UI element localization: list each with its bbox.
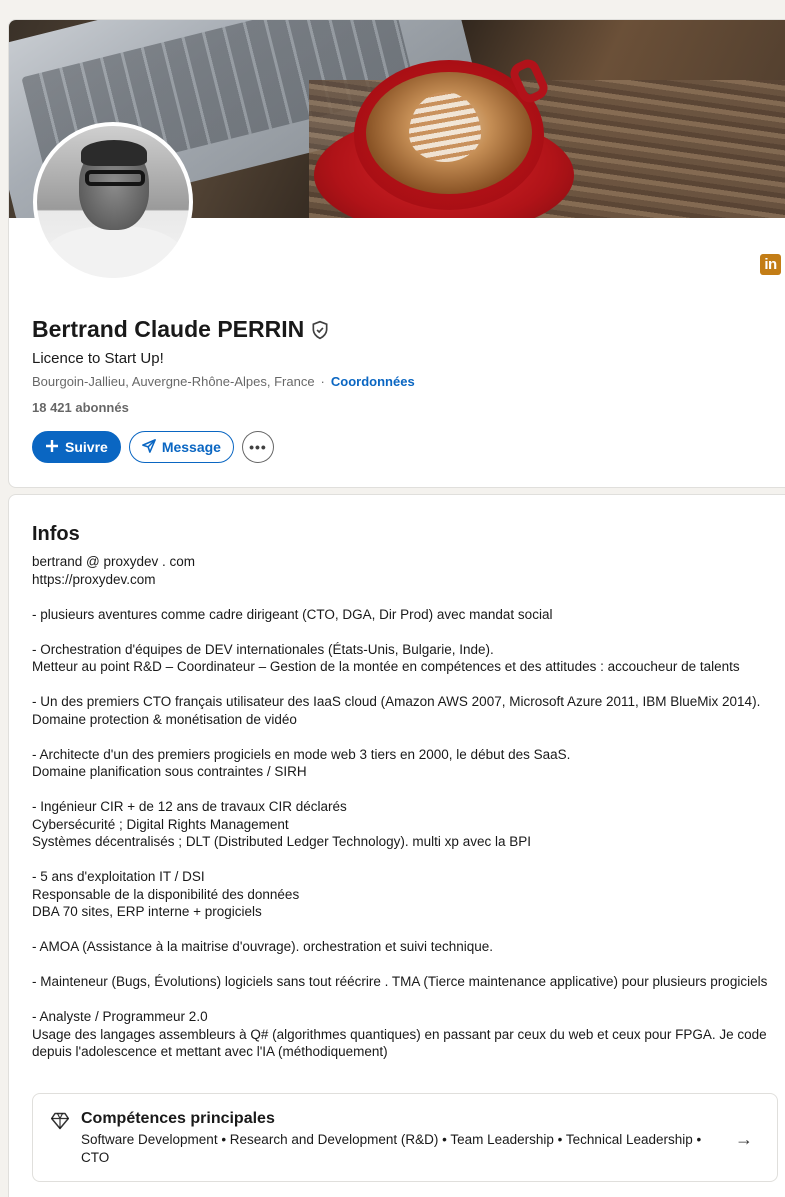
more-actions-button[interactable]: ••• — [242, 431, 274, 463]
about-text-line: DBA 70 sites, ERP interne + progiciels — [32, 904, 262, 919]
contact-info-link[interactable]: Coordonnées — [330, 374, 415, 389]
about-text-line: Cybersécurité ; Digital Rights Management — [32, 816, 289, 832]
top-skills-card[interactable] — [32, 1093, 778, 1182]
separator-dot: · — [320, 374, 325, 389]
profile-location: Bourgoin-Jallieu, Auvergne-Rhône-Alpes, France — [32, 374, 315, 389]
about-text-line: - 5 ans d'exploitation IT / DSI — [32, 869, 205, 884]
about-text-line: Systèmes décentralisés ; DLT (Distributed Ledger Technology). multi xp avec la BPI — [32, 834, 531, 849]
arrow-right-icon[interactable]: → — [735, 1129, 753, 1149]
about-text-line — [32, 588, 777, 606]
about-text-line: - Mainteneur (Bugs, Évolutions) logiciels sans tout réécrire . TMA (Tierce maintenance applicative) pour plusieurs progiciels — [32, 974, 768, 989]
about-text-line: Usage des langages assembleurs à Q# (algorithmes quantiques) en passant par ceux du web et ceux pour FPGA. Je code depuis l'adolescence et mettant avec l'IA (méthodiquement) — [32, 1026, 767, 1059]
name-row — [32, 316, 330, 343]
profile-top-card — [8, 19, 785, 488]
about-text — [32, 553, 777, 1061]
plus-icon — [45, 439, 59, 456]
message-button-label: Message — [161, 439, 221, 455]
about-section — [8, 494, 785, 1197]
verified-shield-icon[interactable] — [310, 320, 330, 340]
about-text-line: - Orchestration d'équipes de DEV internationales (États-Unis, Bulgarie, Inde). — [32, 641, 494, 657]
linkedin-logo-icon: in — [760, 254, 781, 275]
about-text-line — [32, 991, 777, 1009]
about-text-line: - Un des premiers CTO français utilisateur des IaaS cloud (Amazon AWS 2007, Microsoft Azure 2011, IBM BlueMix 2014). — [32, 694, 761, 709]
about-text-line: - AMOA (Assistance à la maitrise d'ouvrage). orchestration et suivi technique. — [32, 939, 494, 954]
location-row — [32, 374, 415, 389]
about-text-line: Domaine protection & monétisation de vidéo — [32, 711, 297, 727]
followers-count: 18 421 abonnés — [32, 400, 129, 415]
about-text-line: - plusieurs aventures comme cadre dirigeant (CTO, DGA, Dir Prod) avec mandat social — [32, 606, 553, 622]
about-text-line: Domaine planification sous contraintes / SIRH — [32, 764, 307, 779]
about-text-line: Responsable de la disponibilité des données — [32, 886, 300, 902]
about-text-line — [32, 956, 777, 974]
follow-button[interactable] — [32, 431, 121, 463]
about-text-line: Metteur au point R&D – Coordinateur – Gestion de la montée en compétences et des attitudes : accoucheur de talents — [32, 659, 740, 674]
message-button[interactable] — [129, 431, 234, 463]
about-text-line — [32, 623, 777, 641]
about-text-line: - Architecte d'un des premiers progiciels en mode web 3 tiers en 2000, le début des SaaS. — [32, 746, 571, 762]
about-text-line — [32, 781, 777, 799]
top-skills-list: Software Development • Research and Development (R&D) • Team Leadership • Technical Leadership • CTO — [81, 1132, 702, 1165]
about-text-line: - Ingénieur CIR + de 12 ans de travaux CIR déclarés — [32, 799, 347, 814]
top-skills-title: Compétences principales — [81, 1110, 275, 1127]
about-text-line: bertrand @ proxydev . com — [32, 554, 196, 569]
about-title: Infos — [32, 523, 80, 545]
profile-name: Bertrand Claude PERRIN — [32, 316, 305, 342]
about-text-line — [32, 921, 777, 939]
profile-actions — [32, 431, 274, 463]
profile-headline: Licence to Start Up! — [32, 350, 164, 367]
about-text-line — [32, 676, 777, 694]
about-text-line: - Analyste / Programmeur 2.0 — [32, 1009, 208, 1024]
about-text-line — [32, 728, 777, 746]
avatar[interactable] — [33, 122, 193, 282]
follow-button-label: Suivre — [65, 439, 108, 455]
diamond-icon — [50, 1111, 70, 1136]
about-text-line — [32, 851, 777, 869]
about-text-line: https://proxydev.com — [32, 571, 156, 587]
send-icon — [142, 439, 156, 456]
